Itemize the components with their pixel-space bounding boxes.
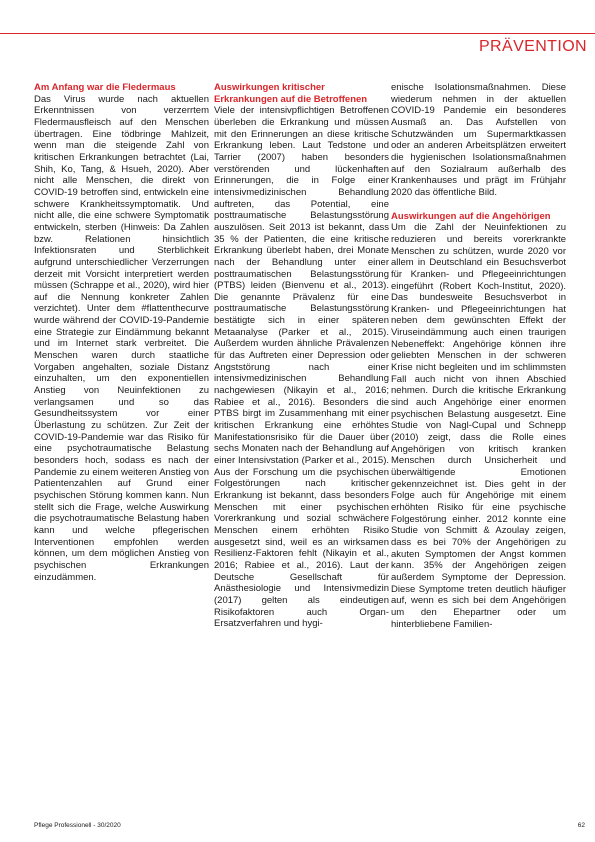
column-3-body: Um die Zahl der Neuinfektionen zu reduzieren und bereits vorerkrankte Menschen zu schützen, wurde 2020 vor allem in Deutschland ein Besuchsverbot für Kranken- und Pflegeeinrichtungen eingeführt (Robert Koch-Institut, 2020). Das bundesweite Besuchsverbot in Kranken- und Pflegeeinrichtungen hat neben dem gewünschten Effekt der Viruseindämmung auch einen traurigen Nebeneffekt: Angehörige können ihre geliebten Menschen in der schweren Krise nicht begleiten und im schlimmsten Fall auch nicht von ihnen Abschied nehmen. Durch die kritische Erkrankung sind auch Angehörige einer enormen psychischen Belastung ausgesetzt. Eine Studie von Nagl-Cupal und Schnepp (2010) zeigt, dass die Rolle eines Angehörigen von kritisch kranken Menschen durch Unsicherheit und überwältigende Emotionen gekennzeichnet ist. Dies geht in der Folge auch für Angehörige mit einem erhöhten Risiko für eine psychische Folgestörung einher. 2012 konnte eine Studie von Schmitt & Azoulay zeigen, dass es bei 70% der Angehörigen zu akuten Symptomen der Angst kommen kann. 35% der Angehörigen zeigen außerdem Symptome der Depression. Diese Symptome treten deutlich häufiger auf, wenn es sich bei dem Angehörigen um den Ehepartner oder um hinterbliebene Familien-: [391, 222, 566, 630]
article-column-1: [34, 82, 209, 583]
column-2-heading: Auswirkungen kritischer Erkrankungen auf die Betroffenen: [214, 82, 368, 105]
footer-page-number: 62: [577, 822, 585, 829]
column-3-heading: Auswirkungen auf die Angehörigen: [391, 210, 551, 222]
column-1-heading: Am Anfang war die Fledermaus: [34, 82, 176, 93]
article-column-2: [214, 82, 389, 630]
article-column-3: [391, 82, 566, 630]
column-3-intro: enische Isolationsmaßnahmen. Diese wiederum nehmen in der aktuellen COVID-19 Pandemie ein besonderes Ausmaß an. Das Aufstellen von Schutzwänden um Supermarktkassen oder an anderen Arbeitsplätzen erweitert die hygienischen Isolationsmaßnahmen auf den Sozialraum außerhalb des Krankenhauses und prägt im Frühjahr 2020 das öffentliche Bild.: [391, 82, 566, 198]
header-rule: [0, 33, 595, 34]
section-title: PRÄVENTION: [478, 38, 587, 55]
column-1-body: Das Virus wurde nach aktuellen Erkenntnissen von verzerrtem Fledermausfleisch auf den Menschen übertragen. Eine tödbringe Mahlzeit, wenn man die steigende Zahl von kritischen Erkrankungen betrachtet (Lai, Shih, Ko, Tang, & Hsueh, 2020). Aber nicht alle Menschen, die direkt von COVID-19 betroffen sind, entwickeln eine schwere Krankheitssymptomatik. Und nicht alle, die eine schwere Symptomatik entwickeln, sterben (Hinweis: Da Zahlen bzw. Relationen hinsichtlich Infektionsraten und Sterblichkeit aufgrund unterschiedlicher Verzerrungen derzeit mit Vorsicht interpretiert werden müssen (Schrappe et al., 2020), wird hier auf die Nennung konkreter Zahlen verzichtet). Unter dem #flattenthecurve wurde während der COVID-19-Pandemie eine Strategie zur Eindämmung bekannt und im Internet stark verbreitet. Die Menschen waren durch staatliche Vorgaben angehalten, soziale Distanz einzuhalten, um den exponentiellen Anstieg von Neuinfektionen zu verlangsamen und so das Gesundheitssystem vor einer Überlastung zu schützen. Zur Zeit der COVID-19-Pandemie war das Risiko für eine psychotraumatische Belastung besonders hoch, sodass es nach der Pandemie zu einem weiteren Anstieg von Patientenzahlen auf Grund einer psychischen Störung kommen kann. Nun stellt sich die Frage, welche Auswirkung die psychotraumatische Belastung haben kann und welche pflegerischen Interventionen empfohlen werden können, um dem möglichen Anstieg von psychischen Erkrankungen einzudämmen.: [34, 93, 209, 583]
footer-publication: Pflege Professionell - 30/2020: [34, 822, 121, 829]
column-2-body: Viele der intensivpflichtigen Betroffenen überleben die Erkrankung und müssen mit den Erinnerungen an diese kritische Erkrankung leben. Laut Tedstone und Tarrier (2007) haben besonders verstörenden und lückenhaften Erinnerungen, die in Folge einer intensivmedizinischen Behandlung auftreten, das Potential, eine posttraumatische Belastungsstörung auszulösen. Seit 2013 ist bekannt, dass 35 % der Patienten, die eine kritische Erkrankung überlebt haben, drei Monate nach der Behandlung unter einer posttraumatischen Belastungsstörung (PTBS) leiden (Bienvenu et al., 2013). Die genannte Prävalenz für eine posttraumatische Belastungsstörung bestätigte sich in einer späteren Metaanalyse (Parker et al., 2015). Außerdem wurden ähnliche Prävalenzen für das Auftreten einer Depression oder Angststörung nach einer intensivmedizinischen Behandlung nachgewiesen (Nikayin et al., 2016; Rabiee et al., 2016). Besonders die PTBS birgt im Zusammenhang mit einer kritischen Erkrankung eine erhöhtes Manifestationsrisiko für die Dauer über sechs Monaten nach der Behandlung auf einer Intensivstation (Parker et al., 2015). Aus der Forschung um die psychischen Folgestörungen nach kritischer Erkrankung ist bekannt, dass besonders Menschen mit einer psychischen Vorerkrankung und sozial schwächere Menschen einem erhöhten Risiko ausgesetzt sind, weil es an wirksamen Resilienz-Faktoren fehlt (Nikayin et al., 2016; Rabiee et al., 2016). Laut der Deutsche Gesellschaft für Anästhesiologie und Intensivmedizin (2017) gelten als eindeutigen Risikofaktoren auch Organ-Ersatzverfahren und hygi-: [214, 105, 389, 630]
